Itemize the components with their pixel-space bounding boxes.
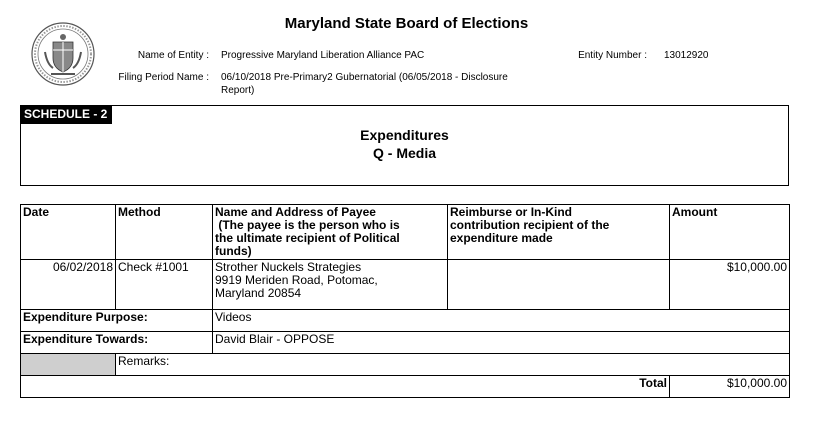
header-date: Date <box>21 205 116 260</box>
header-payee-line: the ultimate recipient of Political <box>215 231 400 245</box>
schedule-title <box>20 126 789 162</box>
page-title: Maryland State Board of Elections <box>284 15 529 32</box>
entity-name: Progressive Maryland Liberation Alliance PAC <box>221 50 425 61</box>
schedule-title-line-1: Expenditures <box>360 127 449 143</box>
header-reimburse <box>448 205 670 260</box>
total-label: Total <box>21 376 670 398</box>
entity-number: 13012920 <box>664 50 709 61</box>
header-payee <box>213 205 448 260</box>
towards-value: David Blair - OPPOSE <box>213 332 790 354</box>
schedule-title-line-2: Q - Media <box>372 145 436 161</box>
header-reimburse-line: expenditure made <box>450 231 553 245</box>
towards-row <box>21 332 790 354</box>
header-payee-line: (The payee is the person who is <box>215 218 400 232</box>
row-reimburse <box>448 260 670 310</box>
row-method: Check #1001 <box>116 260 213 310</box>
payee-address-line: 9919 Meriden Road, Potomac, <box>215 273 378 287</box>
purpose-value: Videos <box>213 310 790 332</box>
table-row <box>21 260 790 310</box>
filing-period-label: Filing Period Name : <box>118 72 209 83</box>
entity-name-label: Name of Entity : <box>137 50 209 61</box>
row-payee <box>213 260 448 310</box>
payee-address-line: Maryland 20854 <box>215 286 302 300</box>
header-reimburse-line: Reimburse or In-Kind <box>450 205 573 219</box>
total-value: $10,000.00 <box>670 376 790 398</box>
towards-label: Expenditure Towards: <box>21 332 213 354</box>
row-amount: $10,000.00 <box>670 260 790 310</box>
remarks-label: Remarks: <box>116 354 790 376</box>
table-header-row <box>21 205 790 260</box>
header-payee-line: Name and Address of Payee <box>215 205 376 219</box>
filing-period-line-1: 06/10/2018 Pre-Primary2 Gubernatorial (06/05/2018 - Disclosure <box>221 72 508 83</box>
schedule-tab: SCHEDULE - 2 <box>20 105 112 124</box>
payee-name: Strother Nuckels Strategies <box>215 260 362 274</box>
header-reimburse-line: contribution recipient of the <box>450 218 610 232</box>
header-amount: Amount <box>670 205 790 260</box>
filing-period-line-2: Report) <box>221 85 255 96</box>
total-row <box>21 376 790 398</box>
purpose-label: Expenditure Purpose: <box>21 310 213 332</box>
header-payee-line: funds) <box>215 244 252 258</box>
entity-number-label: Entity Number : <box>578 50 647 61</box>
header-method: Method <box>116 205 213 260</box>
row-date: 06/02/2018 <box>21 260 116 310</box>
remarks-gray-cell <box>21 354 116 376</box>
expenditure-table <box>20 204 790 398</box>
remarks-row <box>21 354 790 376</box>
purpose-row <box>21 310 790 332</box>
